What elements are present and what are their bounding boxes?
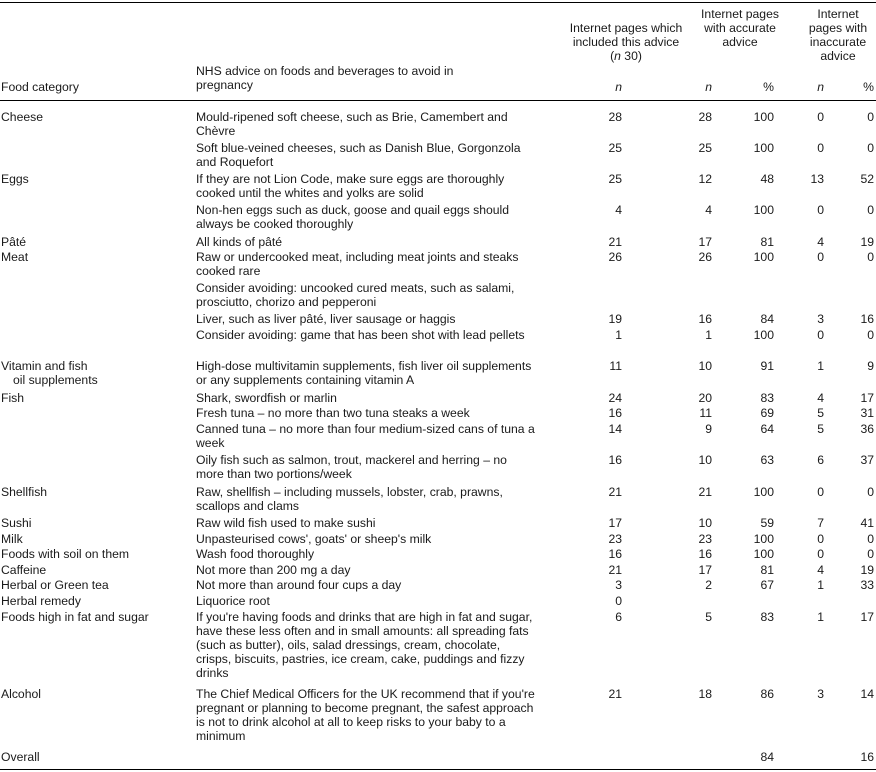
accurate-pct-cell: 100 xyxy=(753,485,774,499)
internet-pages-n-cell: 4 xyxy=(615,203,622,217)
category-cell: Eggs xyxy=(1,172,29,186)
header-n-internet: n xyxy=(615,80,622,94)
advice-cell: Wash food thoroughly xyxy=(196,547,315,561)
accurate-pct-cell: 63 xyxy=(760,453,774,467)
inaccurate-pct-cell: 0 xyxy=(867,250,874,264)
accurate-n-cell: 16 xyxy=(698,547,712,561)
advice-cell: Shark, swordfish or marlin xyxy=(196,391,337,405)
accurate-pct-cell: 69 xyxy=(760,406,774,420)
internet-pages-n-cell: 19 xyxy=(608,312,622,326)
inaccurate-pct-cell: 41 xyxy=(860,516,874,530)
internet-pages-n-cell: 6 xyxy=(615,610,622,624)
header-internet-pages xyxy=(566,21,686,63)
accurate-pct-cell: 81 xyxy=(760,563,774,577)
accurate-n-cell: 28 xyxy=(698,110,712,124)
inaccurate-pct-cell: 0 xyxy=(867,203,874,217)
accurate-pct-cell: 91 xyxy=(760,359,774,373)
accurate-n-cell: 21 xyxy=(698,485,712,499)
internet-pages-n-cell: 23 xyxy=(608,532,622,546)
inaccurate-pct-cell: 36 xyxy=(860,422,874,436)
header-nhs-advice xyxy=(196,64,496,92)
inaccurate-n-cell: 0 xyxy=(817,110,824,124)
category-cell: Sushi xyxy=(1,516,32,530)
accurate-pct-cell: 100 xyxy=(753,328,774,342)
inaccurate-n-cell: 3 xyxy=(817,312,824,326)
internet-pages-n-cell: 21 xyxy=(608,563,622,577)
inaccurate-pct-cell: 19 xyxy=(860,563,874,577)
inaccurate-pct-cell: 52 xyxy=(860,172,874,186)
accurate-pct-cell: 100 xyxy=(753,532,774,546)
internet-pages-n-cell: 1 xyxy=(615,328,622,342)
category-cell-line2: oil supplements xyxy=(13,373,98,387)
category-cell: Foods with soil on them xyxy=(1,547,130,561)
internet-pages-n-cell: 17 xyxy=(608,516,622,530)
internet-pages-n-cell: 21 xyxy=(608,235,622,249)
advice-cell: Fresh tuna – no more than two tuna steaks a week xyxy=(196,406,470,420)
advice-cell: Raw wild fish used to make sushi xyxy=(196,516,376,530)
inaccurate-n-cell: 0 xyxy=(817,328,824,342)
advice-cell: Consider avoiding: game that has been shot with lead pellets xyxy=(196,328,525,342)
header-inaccurate xyxy=(800,7,876,63)
internet-pages-n-cell: 0 xyxy=(615,594,622,608)
inaccurate-pct-cell: 0 xyxy=(867,532,874,546)
header-pct-inaccurate: % xyxy=(863,80,874,94)
accurate-n-cell: 16 xyxy=(698,312,712,326)
accurate-pct-cell: 59 xyxy=(760,516,774,530)
inaccurate-pct-cell: 0 xyxy=(867,110,874,124)
inaccurate-n-cell: 0 xyxy=(817,485,824,499)
inaccurate-n-cell: 7 xyxy=(817,516,824,530)
advice-cell: Mould-ripened soft cheese, such as Brie, Camembert and Chèvre xyxy=(196,110,508,138)
inaccurate-n-cell: 1 xyxy=(817,610,824,624)
inaccurate-pct-cell: 17 xyxy=(860,391,874,405)
advice-cell: The Chief Medical Officers for the UK recommend that if you're pregnant or planning to become pregnant, the safest approach is not to drink alcohol at all to keep risks to your baby to a minimum xyxy=(196,687,535,743)
header-accurate-text: Internet pages with accurate advice xyxy=(701,7,779,49)
inaccurate-n-cell: 5 xyxy=(817,406,824,420)
accurate-pct-cell: 83 xyxy=(760,391,774,405)
inaccurate-n-cell: 0 xyxy=(817,203,824,217)
internet-pages-n-cell: 16 xyxy=(608,453,622,467)
accurate-pct-cell: 100 xyxy=(753,141,774,155)
category-cell: Meat xyxy=(1,250,29,264)
category-cell: Fish xyxy=(1,391,25,405)
advice-cell: High-dose multivitamin supplements, fish liver oil supplements or any supplements containing vitamin A xyxy=(196,359,532,387)
inaccurate-n-cell: 4 xyxy=(817,391,824,405)
header-food-category: Food category xyxy=(1,80,79,94)
inaccurate-pct-cell: 31 xyxy=(860,406,874,420)
inaccurate-pct-cell: 17 xyxy=(860,610,874,624)
inaccurate-pct-cell: 33 xyxy=(860,578,874,592)
advice-cell: Canned tuna – no more than four medium-sized cans of tuna a week xyxy=(196,422,535,450)
header-n-inaccurate: n xyxy=(817,80,824,94)
accurate-pct-cell: 100 xyxy=(753,110,774,124)
category-cell: Foods high in fat and sugar xyxy=(1,610,149,624)
advice-cell: Soft blue-veined cheeses, such as Danish Blue, Gorgonzola and Roquefort xyxy=(196,141,521,169)
internet-pages-n-cell: 25 xyxy=(608,172,622,186)
accurate-n-cell: 25 xyxy=(698,141,712,155)
category-cell: Cheese xyxy=(1,110,44,124)
category-cell: Overall xyxy=(1,750,40,764)
accurate-pct-cell: 100 xyxy=(753,203,774,217)
accurate-n-cell: 10 xyxy=(698,359,712,373)
internet-pages-n-cell: 16 xyxy=(608,547,622,561)
internet-pages-n-cell: 28 xyxy=(608,110,622,124)
accurate-pct-cell: 84 xyxy=(760,750,774,764)
inaccurate-pct-cell: 16 xyxy=(860,312,874,326)
internet-pages-n-cell: 11 xyxy=(609,359,622,373)
inaccurate-n-cell: 0 xyxy=(817,250,824,264)
category-cell: Alcohol xyxy=(1,687,41,701)
bottom-rule xyxy=(0,769,876,770)
inaccurate-pct-cell: 9 xyxy=(867,359,874,373)
category-cell: Herbal remedy xyxy=(1,594,81,608)
accurate-pct-cell: 83 xyxy=(760,610,774,624)
accurate-n-cell: 10 xyxy=(698,453,712,467)
accurate-pct-cell: 84 xyxy=(760,312,774,326)
accurate-n-cell: 23 xyxy=(698,532,712,546)
accurate-n-cell: 11 xyxy=(699,406,712,420)
accurate-n-cell: 26 xyxy=(698,250,712,264)
inaccurate-pct-cell: 0 xyxy=(867,141,874,155)
internet-pages-n-cell: 26 xyxy=(608,250,622,264)
inaccurate-pct-cell: 14 xyxy=(860,687,874,701)
inaccurate-n-cell: 4 xyxy=(817,235,824,249)
advice-cell: Liver, such as liver pâté, liver sausage or haggis xyxy=(196,312,456,326)
accurate-n-cell: 20 xyxy=(698,391,712,405)
advice-cell: Unpasteurised cows', goats' or sheep's milk xyxy=(196,532,432,546)
internet-pages-n-cell: 25 xyxy=(608,141,622,155)
advice-cell: Raw, shellfish – including mussels, lobster, crab, prawns, scallops and clams xyxy=(196,485,503,513)
advice-cell: Raw or undercooked meat, including meat joints and steaks cooked rare xyxy=(196,250,519,278)
accurate-n-cell: 9 xyxy=(705,422,712,436)
inaccurate-n-cell: 1 xyxy=(817,578,824,592)
accurate-pct-cell: 86 xyxy=(760,687,774,701)
internet-pages-n-cell: 21 xyxy=(608,687,622,701)
accurate-pct-cell: 100 xyxy=(753,547,774,561)
advice-cell: Not more than 200 mg a day xyxy=(196,563,351,577)
inaccurate-n-cell: 3 xyxy=(817,687,824,701)
inaccurate-n-cell: 4 xyxy=(817,563,824,577)
accurate-pct-cell: 48 xyxy=(760,172,774,186)
advice-cell: Consider avoiding: uncooked cured meats, such as salami, prosciutto, chorizo and pepperoni xyxy=(196,281,515,309)
accurate-pct-cell: 81 xyxy=(760,235,774,249)
category-cell: Vitamin and fish xyxy=(1,359,88,373)
header-accurate xyxy=(690,7,790,49)
inaccurate-n-cell: 1 xyxy=(817,359,824,373)
internet-pages-n-cell: 14 xyxy=(608,422,622,436)
header-inaccurate-text: Internet pages with inaccurate advice xyxy=(808,7,868,63)
inaccurate-pct-cell: 0 xyxy=(867,485,874,499)
accurate-pct-cell: 64 xyxy=(760,422,774,436)
top-rule xyxy=(0,2,876,3)
internet-pages-n-cell: 3 xyxy=(615,578,622,592)
inaccurate-n-cell: 0 xyxy=(817,141,824,155)
internet-pages-n-cell: 24 xyxy=(608,391,622,405)
accurate-n-cell: 17 xyxy=(698,235,712,249)
advice-cell: Liquorice root xyxy=(196,594,270,608)
inaccurate-n-cell: 13 xyxy=(810,172,824,186)
header-internet-pages-text: Internet pages which included this advice (n 30) xyxy=(569,21,683,63)
accurate-n-cell: 2 xyxy=(705,578,712,592)
header-nhs-advice-text: NHS advice on foods and beverages to avoid in pregnancy xyxy=(196,64,454,92)
advice-cell: All kinds of pâté xyxy=(196,235,283,249)
inaccurate-pct-cell: 0 xyxy=(867,547,874,561)
accurate-n-cell: 17 xyxy=(698,563,712,577)
accurate-n-cell: 10 xyxy=(698,516,712,530)
accurate-pct-cell: 100 xyxy=(753,250,774,264)
category-cell: Herbal or Green tea xyxy=(1,578,109,592)
inaccurate-n-cell: 0 xyxy=(817,547,824,561)
accurate-n-cell: 12 xyxy=(698,172,712,186)
accurate-n-cell: 1 xyxy=(705,328,712,342)
accurate-n-cell: 18 xyxy=(698,687,712,701)
inaccurate-pct-cell: 37 xyxy=(860,453,874,467)
inaccurate-pct-cell: 0 xyxy=(867,328,874,342)
accurate-pct-cell: 67 xyxy=(760,578,774,592)
inaccurate-n-cell: 5 xyxy=(817,422,824,436)
header-rule xyxy=(0,100,876,101)
inaccurate-pct-cell: 16 xyxy=(860,750,874,764)
advice-cell: Non-hen eggs such as duck, goose and quail eggs should always be cooked thoroughly xyxy=(196,203,510,231)
internet-pages-n-cell: 16 xyxy=(608,406,622,420)
advice-cell: If they are not Lion Code, make sure eggs are thoroughly cooked until the whites and yolks are solid xyxy=(196,172,505,200)
category-cell: Caffeine xyxy=(1,563,47,577)
inaccurate-n-cell: 0 xyxy=(817,532,824,546)
accurate-n-cell: 5 xyxy=(705,610,712,624)
inaccurate-n-cell: 6 xyxy=(817,453,824,467)
category-cell: Pâté xyxy=(1,235,27,249)
advice-cell: Oily fish such as salmon, trout, mackerel and herring – no more than two portions/week xyxy=(196,453,507,481)
category-cell: Shellfish xyxy=(1,485,48,499)
header-n-accurate: n xyxy=(705,80,712,94)
advice-cell: Not more than around four cups a day xyxy=(196,578,402,592)
internet-pages-n-cell: 21 xyxy=(608,485,622,499)
category-cell: Milk xyxy=(1,532,23,546)
inaccurate-pct-cell: 19 xyxy=(860,235,874,249)
accurate-n-cell: 4 xyxy=(705,203,712,217)
advice-cell: If you're having foods and drinks that are high in fat and sugar, have these less often and in small amounts: all spreading fats (such as butter), oils, salad dressings, cream, chocolate, crisps, biscuits, pastries, ice cream, cake, puddings and fizzy drinks xyxy=(196,610,533,680)
header-pct-accurate: % xyxy=(763,80,774,94)
